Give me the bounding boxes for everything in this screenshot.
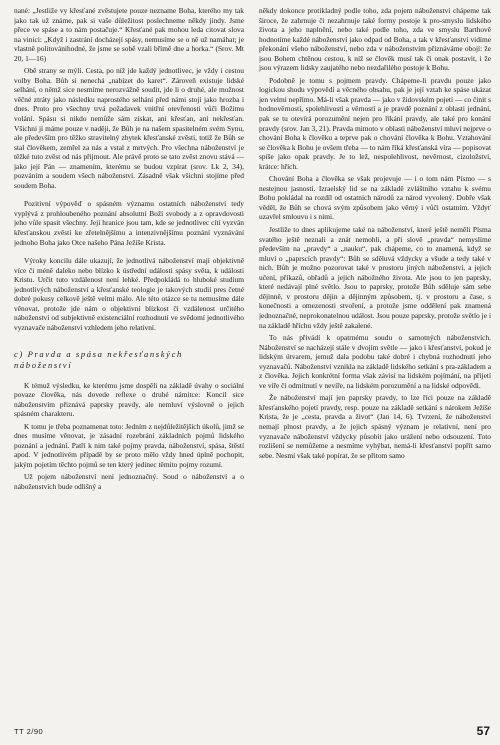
paragraph: Pozitivní výpověď o spásném významu ostatních náboženství tedy vyplývá z prohloubeného poznání absolutní Boží svobody a z opravdovosti jeho vůle spasit všechny. Její hranice jsou tam, kde se jednotlivec cítí vyzván křesťanskou zvěstí ke zřetelnějšímu a intenzivnějšímu poznání vyznávání jednoho Boha jako Otce našeho Pána Ježíše Krista. xyxy=(14,199,244,247)
paragraph: nané: „Jestliže vy křesťané zvěstujete pouze nezname Boha, kterého my tak jako tak už známe, pak si vaše důležitost poslechneme někdy jindy. Jsme přece ve spáse a to nám postačuje.“ Křesťané pak mohou leda citovat slova na vinici: „Když i zastrání docházejí spásy, nemusíme se o ně už namáhat; je vlastně politovánihodné, že jsme se sobě vzali břímě dne a horka.“ (Srov. Mt 20, 1—16) xyxy=(14,6,244,63)
issue-label: TT 2/90 xyxy=(14,727,44,736)
paragraph: Už pojem náboženství není jednoznačný. Soud o náboženství a o náboženstvích bude odlišný a xyxy=(14,472,244,491)
paragraph: To nás přivádí k opatrnému soudu o samotných náboženstvích. Náboženství se nacházejí stále v dvojím světle — jako i křesťanství, pokud je lidským útvarem, jemuž dala podobu také dobré i chybná rozhodnutí jeho vyznavačů. Náboženství vznikla na základě lidského setkání s pra-základem a z člověka. Jejich konkrétní forma však závisí na lidském pojímání, na přijetí ve víře či odmítnutí v nevíře, na lidském porozumění a na lidské odpovědi. xyxy=(259,333,491,390)
paragraph: Podobně je tomu s pojmem pravdy. Chápeme-li pravdu pouze jako logickou shodu výpovědí a věcného obsahu, pak je její vztah ke spáse ukázat jen velmi nepřímo. Má-li však pravda — jako v židovském pojetí — co činit s hodnověrností, spolehlivostí a věrností a je pravdě poznání z oblasti jednání, pak se tu otevírá porozumění nejen pro říkání pravdy, ale také pro konání pravdy (srov. Jan 3, 21). Pravda mimoto v oblasti náboženství mluví nejprve o chování Boha k člověku a teprve pak o chování člověka k Bohu. Vztahování se člověka k Bohu je ovšem třeba — to nám říká křesťanská víra — popisovat spíše jako opak pravdy. Je to lež, nespolehlivost, nevěrnost, cizoložství, krátce: hřích. xyxy=(259,75,491,171)
paragraph: Jestliže to dnes aplikujeme také na náboženství, které ještě neměli Písma svatého ještě neznali a znát nemohli, a při slově „pravda“ nemyslíme především na „pravdy“ a „nauku“, pak chápeme, co to znamená, když se mluví o „paprscích pravdy“: Bůh se sděluvá vždycky a všude a tedy také v nich. Bůh je možno pozorovat také v prostoru jiných náboženství, a jejich učení, příkazů, obřadů a jejich nábožného života. Ale jsou to jen paprsky, které nedávají plné světlo. Jsou to paprsky, protože Bůh sděluje sám sebe dějinně, v prostoru dějin a dějinným způsobem, tj. v prostoru a čase, s konečnosti a omezenosti stvoření, a protože jsme oddělení pak znamená jednoznačné, neprokonatelnou událost. Jsou pouze paprsky, protože světlo je i na základě hříchu vždy ještě zakalené. xyxy=(259,225,491,330)
paragraph: Chování Boha a člověka se však projevuje — i o tom nám Písmo — s nestejnou jasností. Izraelský lid se na základě zvláštního vztahu k svému Bohu pokládal na rozdíl od ostatních národů za národ vyvolený. Dobře však věděl, že Bůh se chová svým způsobem jako věrný i vůči ostatním. Vždyť uzavřel smlouvu i s nimi. xyxy=(259,174,491,222)
left-column xyxy=(14,6,244,718)
paragraph: Výroky koncilu dále ukazují, že jednotlivá náboženství mají objektivně více či méně daleko nebo blízko k ústřední události spásy světa, k události Kristu. Určit tuto vzdálenost není lehké. Předpokládá to hluboké studium jednotlivých náboženství a křesťanské teologie je takových studií pres četné dobré pokusy celkově ještě velmi málo. Ale této otázce se tu nemusíme dále věnovat, protože jde nám o objektivní blízkost či vzdálenost určitého náboženství od subjektivně existenciální rozhodnutí ve svědomí jednotlivého vyznavače náboženství vzhledem jeho relativní. xyxy=(14,256,244,332)
paragraph: K tomu je třeba poznamenat toto: Jedním z nejdůležitějších úkolů, jimž se dnes musíme věnovat, je zásadní rozebrání základních pojmů lidského poznání a jednání. Patří k nim také pojmy pravda, náboženství, spása, štěstí apod. V jednotlivém případě by se proto mělo vždy hned úplně pochopit, jakým pojetím těchto pojmů se ten který jedinec těmito pojmy rozumí. xyxy=(14,421,244,469)
paragraph: K témuž výsledku, ke kterému jsme dospěli na základě úvahy o sociální povaze člověka, nás dovede reflexe o druhé námitce: Koncil sice náboženstvím přiznává paprsky pravdy, ale nemluví výslovně o jejich spásném charakteru. xyxy=(14,380,244,419)
paragraph: Že náboženství mají jen paprsky pravdy, to lze říci pouze na základě křesťanského pojetí pravdy, resp. pouze na základě setkání s nárokem Ježíše Krista, že je „cesta, pravda a život“ (Jan 14, 6). Tvrzení, že náboženství nemají plnost pravdy, a že jejich spásný význam je relativní, není pro vyznavače náboženství vždycky působit jako urážení nebo odsouzení. Toto rozlišení se nemůžeme a nesmíme vyhýbat, nemá-li křesťanství popřít samo sebe. Nesmí však také popírat, že se přitom samo xyxy=(259,393,491,460)
page-number: 57 xyxy=(476,724,490,738)
section-heading: c) Pravda a spása nekřesťanských náboženství xyxy=(14,348,183,370)
right-column xyxy=(259,6,491,718)
paragraph: někdy dokonce protikladný podle toho, zda pojem náboženství chápeme tak široce, že zahrnuje či nezahrnuje také formy postoje k pro-smyslu lidského života a jeho naplnění, nebo také podle toho, zda ve smyslu Barthově hodnotíme každé náboženství jako odpad od Boha, a tak v křesťanství vidíme překonání všeho náboženství, nebo zda v náboženstvím přiznáváme obojí: že jsou Bohem chtěnou cestou, k níž se člověk musí tak či onak postavit, i že jsou výrazem lidsky zaujatého nebo nezdařilého postoje k Bohu. xyxy=(259,6,491,73)
page-footer xyxy=(14,724,490,740)
paragraph: Obě strany se mýlí. Cesta, po níž jde každý jednotlivec, je vždy i cestou volby Boha. Bůh si nenechá „nabízet do karet“. Zároveň existuje lidské selhání, o němž sice nesmíme nerozvážně soudit, jde li o druhé, ale možnost věčné ztráty jako následku naprostého selhání před námi stojí jako hrozba i dnes. Proto pro všechny trvá požadavek vnitřní otevřenosti vůči Božímu volání. Spásu si nikdo nemůže sám získat, ani křesťan, ani nekřesťan. Všichni jí máme pouze v naději, že Bůh je na našem spasitelném svém Synu, ale především pro těžko stravitelný zbytek křesťanské zvěsti, totiž že Bůh se stal člověkem, zemřel za nás a vstal z mrtvých. Pro všechna náboženství je těžké tuto zvěst od nás přijmout. Ale právě proto se tato zvěst znovu stává — jako její Pán — znamením, kterému se budou vzpírat (srov. Lk 2, 34), pozváním a soudem všech náboženství. Zásadně však všichni stojíme před soudem Boha. xyxy=(14,66,244,190)
article-page xyxy=(14,6,492,718)
